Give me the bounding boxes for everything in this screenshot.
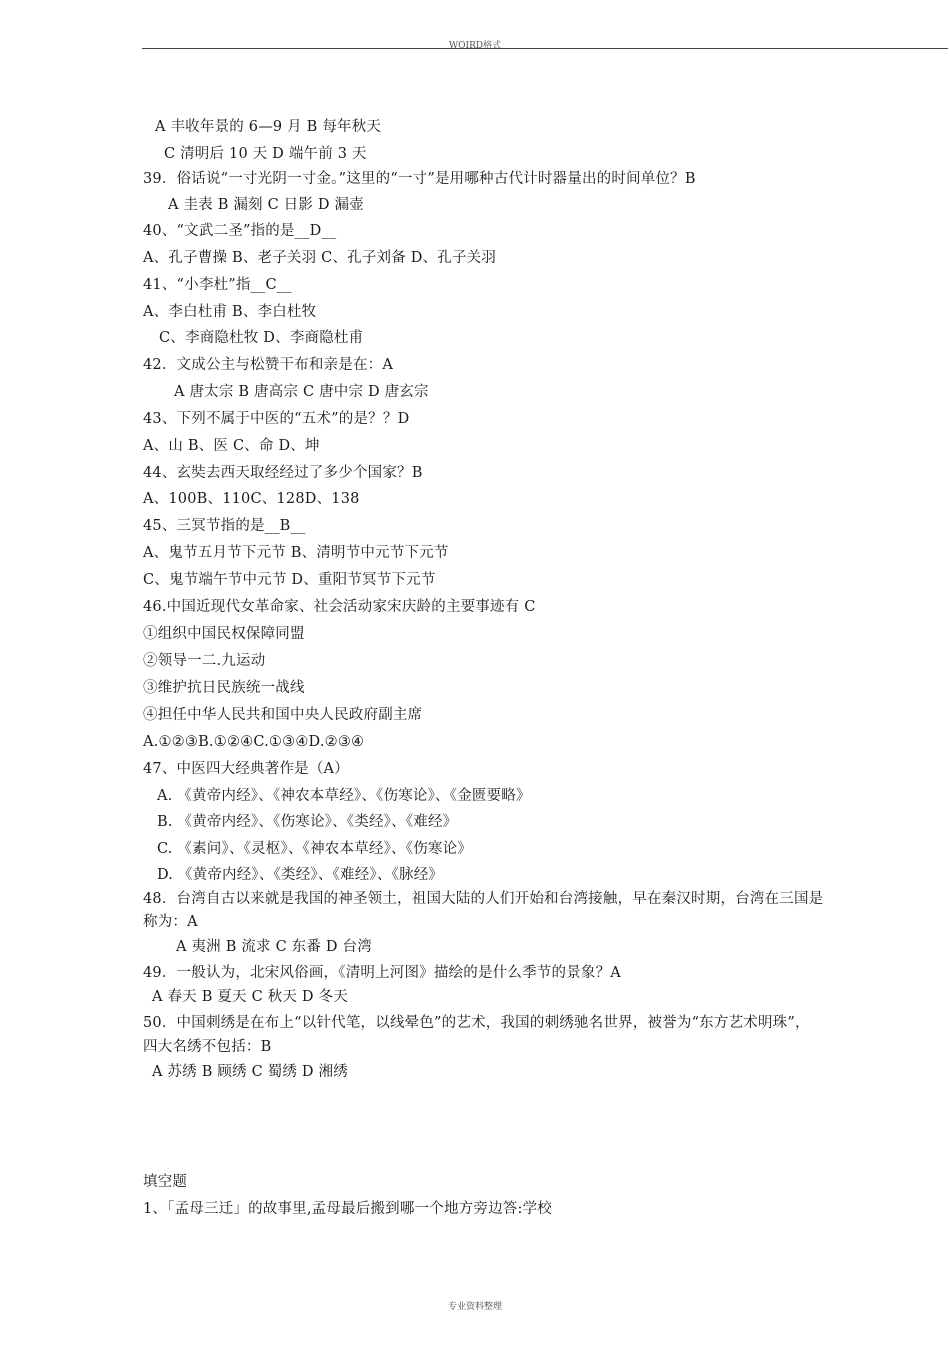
statement-line: ②领导一二.九运动	[143, 653, 266, 669]
statement-line: ①组织中国民权保障同盟	[143, 626, 305, 642]
option-line: A、山 B、医 C、命 D、坤	[143, 438, 320, 454]
option-line: C、李商隐杜牧 D、李商隐杜甫	[159, 330, 364, 346]
option-line: C、鬼节端午节中元节 D、重阳节冥节下元节	[143, 572, 436, 588]
question-48-continued: 称为：A	[143, 914, 198, 930]
question-46: 46.中国近现代女革命家、社会活动家宋庆龄的主要事迹有 C	[143, 599, 536, 615]
question-41: 41、“小李杜”指__C__	[143, 277, 292, 293]
header-rule	[142, 48, 948, 49]
question-40: 40、“文武二圣”指的是__D__	[143, 223, 337, 239]
option-line: D. 《黄帝内经》、《类经》、《难经》、《脉经》	[157, 867, 444, 883]
fill-blank-question-1: 1、「孟母三迁」的故事里,孟母最后搬到哪一个地方旁边答:学校	[143, 1201, 552, 1217]
option-line: A、孔子曹操 B、老子关羽 C、孔子刘备 D、孔子关羽	[143, 250, 497, 266]
question-43: 43、下列不属于中医的“五术”的是？？D	[143, 411, 410, 427]
option-line: C. 《素问》、《灵枢》、《神农本草经》、《伤寒论》	[157, 841, 472, 857]
question-50: 50．中国刺绣是在布上“以针代笔，以线晕色”的艺术，我国的刺绣驰名世界，被誉为“东方艺术明珠”，	[143, 1015, 810, 1031]
question-49: 49．一般认为，北宋风俗画，《清明上河图》描绘的是什么季节的景象？A	[143, 965, 621, 981]
question-39: 39．俗话说“一寸光阴一寸金。”这里的“一寸”是用哪种古代计时器量出的时间单位？B	[143, 171, 696, 187]
question-50-continued: 四大名绣不包括：B	[143, 1039, 272, 1055]
option-line: C 清明后 10 天 D 端午前 3 天	[164, 146, 367, 162]
question-42: 42．文成公主与松赞干布和亲是在：A	[143, 357, 394, 373]
option-line: A、鬼节五月节下元节 B、清明节中元节下元节	[143, 545, 449, 561]
page-header: WOIRD格式	[448, 41, 502, 51]
option-line: A 唐太宗 B 唐高宗 C 唐中宗 D 唐玄宗	[174, 384, 429, 400]
option-line: A 丰收年景的 6—9 月 B 每年秋天	[155, 119, 382, 135]
option-line: A、李白杜甫 B、李白杜牧	[143, 304, 317, 320]
option-line: A. 《黄帝内经》、《神农本草经》、《伤寒论》、《金匮要略》	[157, 788, 531, 804]
option-line: B. 《黄帝内经》、《伤寒论》、《类经》、《难经》	[157, 814, 458, 830]
section-heading: 填空题	[143, 1174, 188, 1190]
page-footer: 专业资料整理	[447, 1302, 502, 1312]
option-line: A 夷洲 B 流求 C 东番 D 台湾	[176, 939, 372, 955]
option-line: A 圭表 B 漏刻 C 日影 D 漏壶	[168, 197, 364, 213]
question-44: 44、玄奘去西天取经经过了多少个国家？B	[143, 465, 423, 481]
option-line: A.①②③B.①②④C.①③④D.②③④	[143, 734, 365, 750]
question-48: 48．台湾自古以来就是我国的神圣领土，祖国大陆的人们开始和台湾接触，早在秦汉时期，台湾在三国是	[143, 891, 824, 907]
statement-line: ③维护抗日民族统一战线	[143, 680, 305, 696]
option-line: A、100B、110C、128D、138	[143, 491, 360, 507]
question-45: 45、三冥节指的是__B__	[143, 518, 306, 534]
option-line: A 春天 B 夏天 C 秋天 D 冬天	[152, 989, 348, 1005]
option-line: A 苏绣 B 顾绣 C 蜀绣 D 湘绣	[152, 1064, 348, 1080]
question-47: 47、中医四大经典著作是（A）	[143, 761, 349, 777]
statement-line: ④担任中华人民共和国中央人民政府副主席	[143, 707, 423, 723]
